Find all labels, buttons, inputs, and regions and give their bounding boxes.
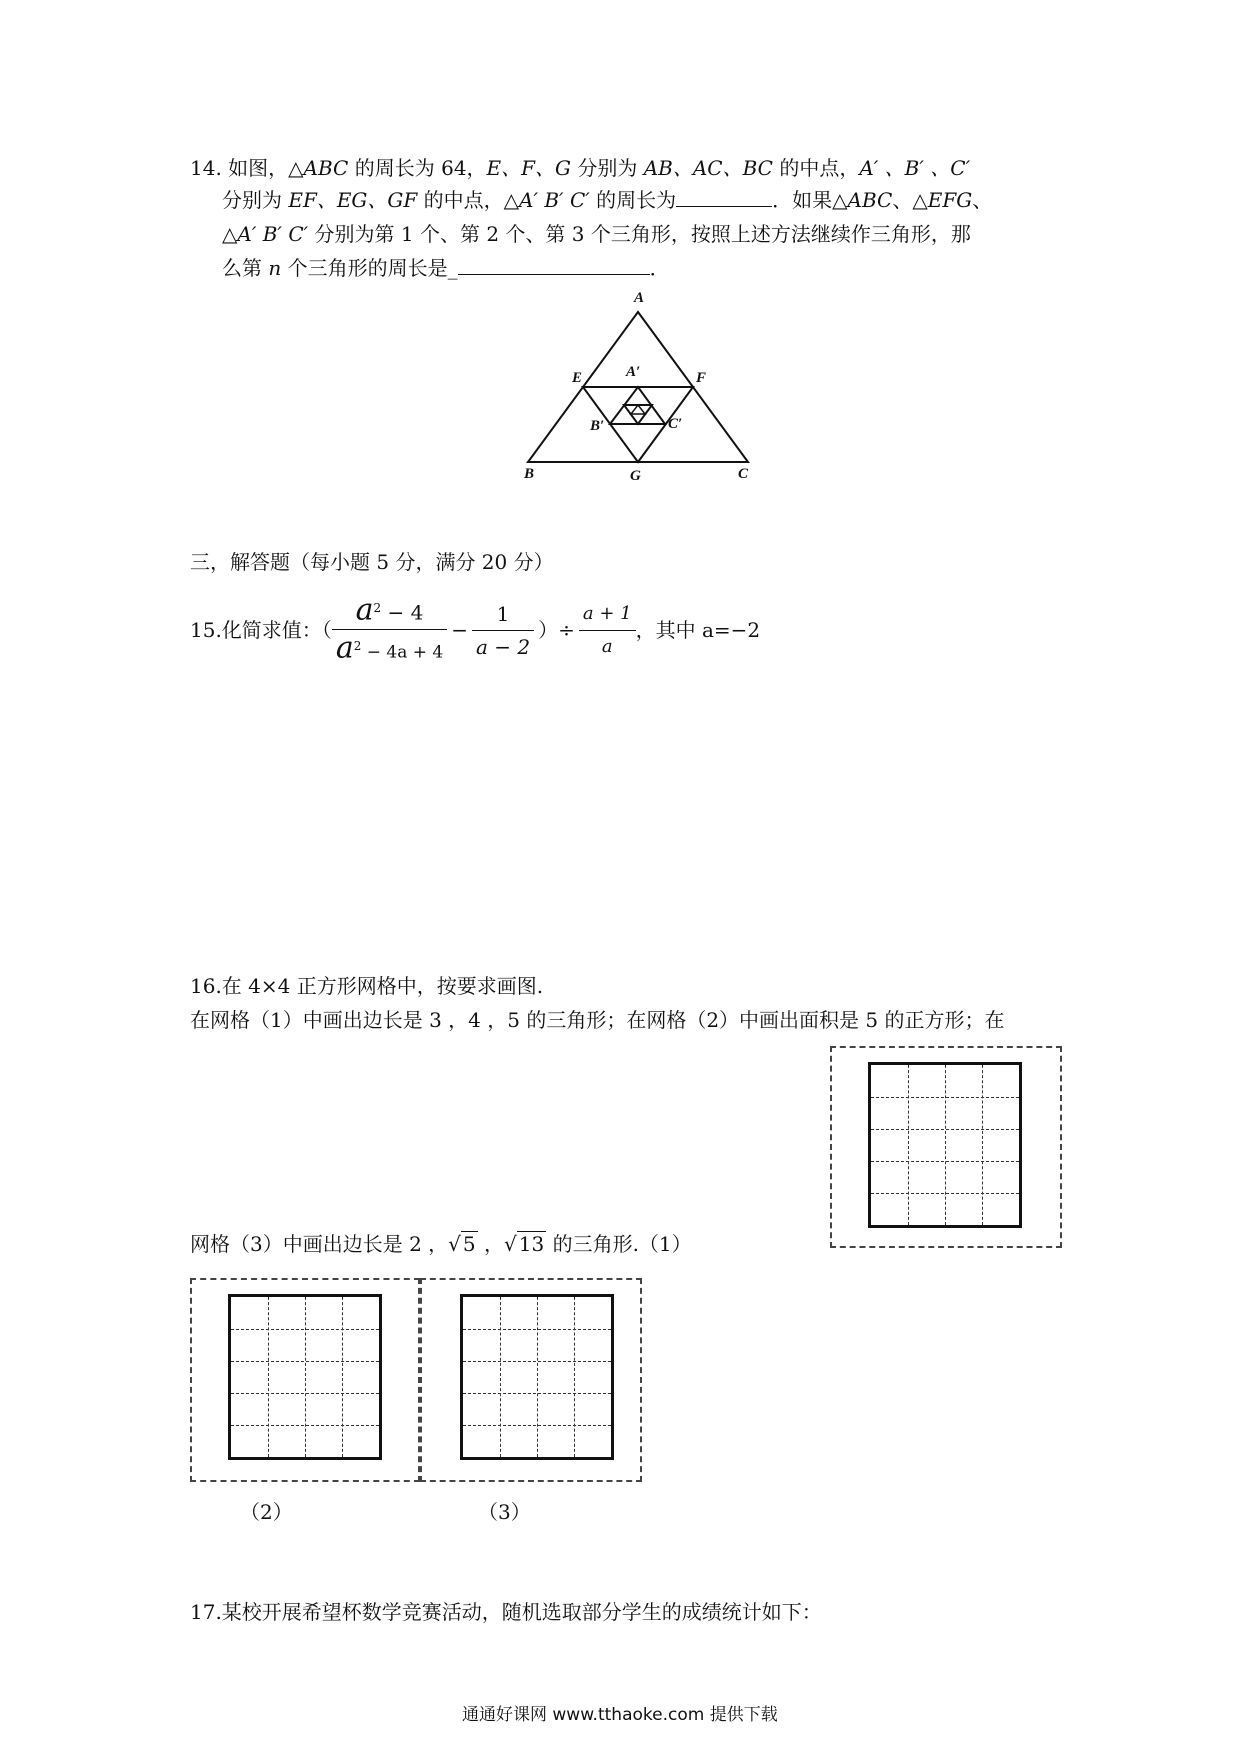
q17-text: 17.某校开展希望杯数学竞赛活动，随机选取部分学生的成绩统计如下：	[190, 1600, 822, 1624]
answer-blank-1[interactable]	[676, 186, 772, 207]
footer-text: 通通好课网 www.tthaoke.com 提供下载	[462, 1705, 778, 1725]
grid-3-label: （3）	[478, 1500, 531, 1524]
grid-2[interactable]	[228, 1294, 382, 1460]
grid-2-label: （2）	[240, 1500, 293, 1524]
label-G: G	[630, 468, 641, 484]
label-E: E	[572, 370, 583, 386]
label-C1: C′	[668, 416, 683, 432]
q16-line3: 网格（3）中画出边长是 2 ，√ 5 ，√ 13 的三角形.（1）	[190, 1228, 692, 1260]
q14-line2: 分别为 EF、EG、GF 的中点，△A′ B′ C′ 的周长为 ．如果△ABC、△EFG、	[222, 188, 993, 212]
section-3-title: 三，解答题（每小题 5 分，满分 20 分）	[190, 550, 554, 574]
grid-3[interactable]	[460, 1294, 614, 1460]
q15-expression: 15.化简求值：（ $\frac{a^2 - 4}{a^2 - 4a + 4}$ − $\frac{1}{a - 2}$ ）÷ $\frac{a + 1}{a}$ ，其中 a=−2	[190, 590, 760, 670]
label-B: B	[524, 466, 535, 482]
sqrt-13: √ 13	[504, 1232, 545, 1256]
grid-1[interactable]	[868, 1062, 1022, 1228]
label-B1: B′	[590, 418, 605, 434]
triangle-figure	[510, 290, 750, 490]
q14-line1: 14. 如图，△ABC 的周长为 64，E、F、G 分别为 AB、AC、BC 的中点，A′ 、B′ 、C′	[190, 156, 971, 180]
label-A: A	[634, 290, 645, 306]
q16-line2: 在网格（1）中画出边长是 3 ，4 ，5 的三角形；在网格（2）中画出面积是 5 的正方形；在	[190, 1008, 1005, 1032]
q16-line1: 16.在 4×4 正方形网格中，按要求画图.	[190, 974, 544, 998]
q14-line4: 么第 n 个三角形的周长是_ ．	[222, 256, 670, 280]
answer-blank-2[interactable]	[458, 254, 650, 275]
fraction-3: $\frac{a + 1}{a}$	[579, 598, 636, 663]
triangle-diagram	[510, 290, 750, 490]
fraction-1: $\frac{a^2 - 4}{a^2 - 4a + 4}$	[332, 592, 447, 668]
triangle-5th	[631, 405, 645, 414]
label-C: C	[738, 466, 749, 482]
q14-line3: △A′ B′ C′ 分别为第 1 个、第 2 个、第 3 个三角形，按照上述方法继续作三角形，那	[222, 222, 971, 246]
label-A1: A′	[626, 364, 641, 380]
fraction-2: $\frac{1}{a - 2}$	[472, 598, 534, 663]
sqrt-5: √ 5	[448, 1232, 476, 1256]
label-F: F	[696, 370, 707, 386]
